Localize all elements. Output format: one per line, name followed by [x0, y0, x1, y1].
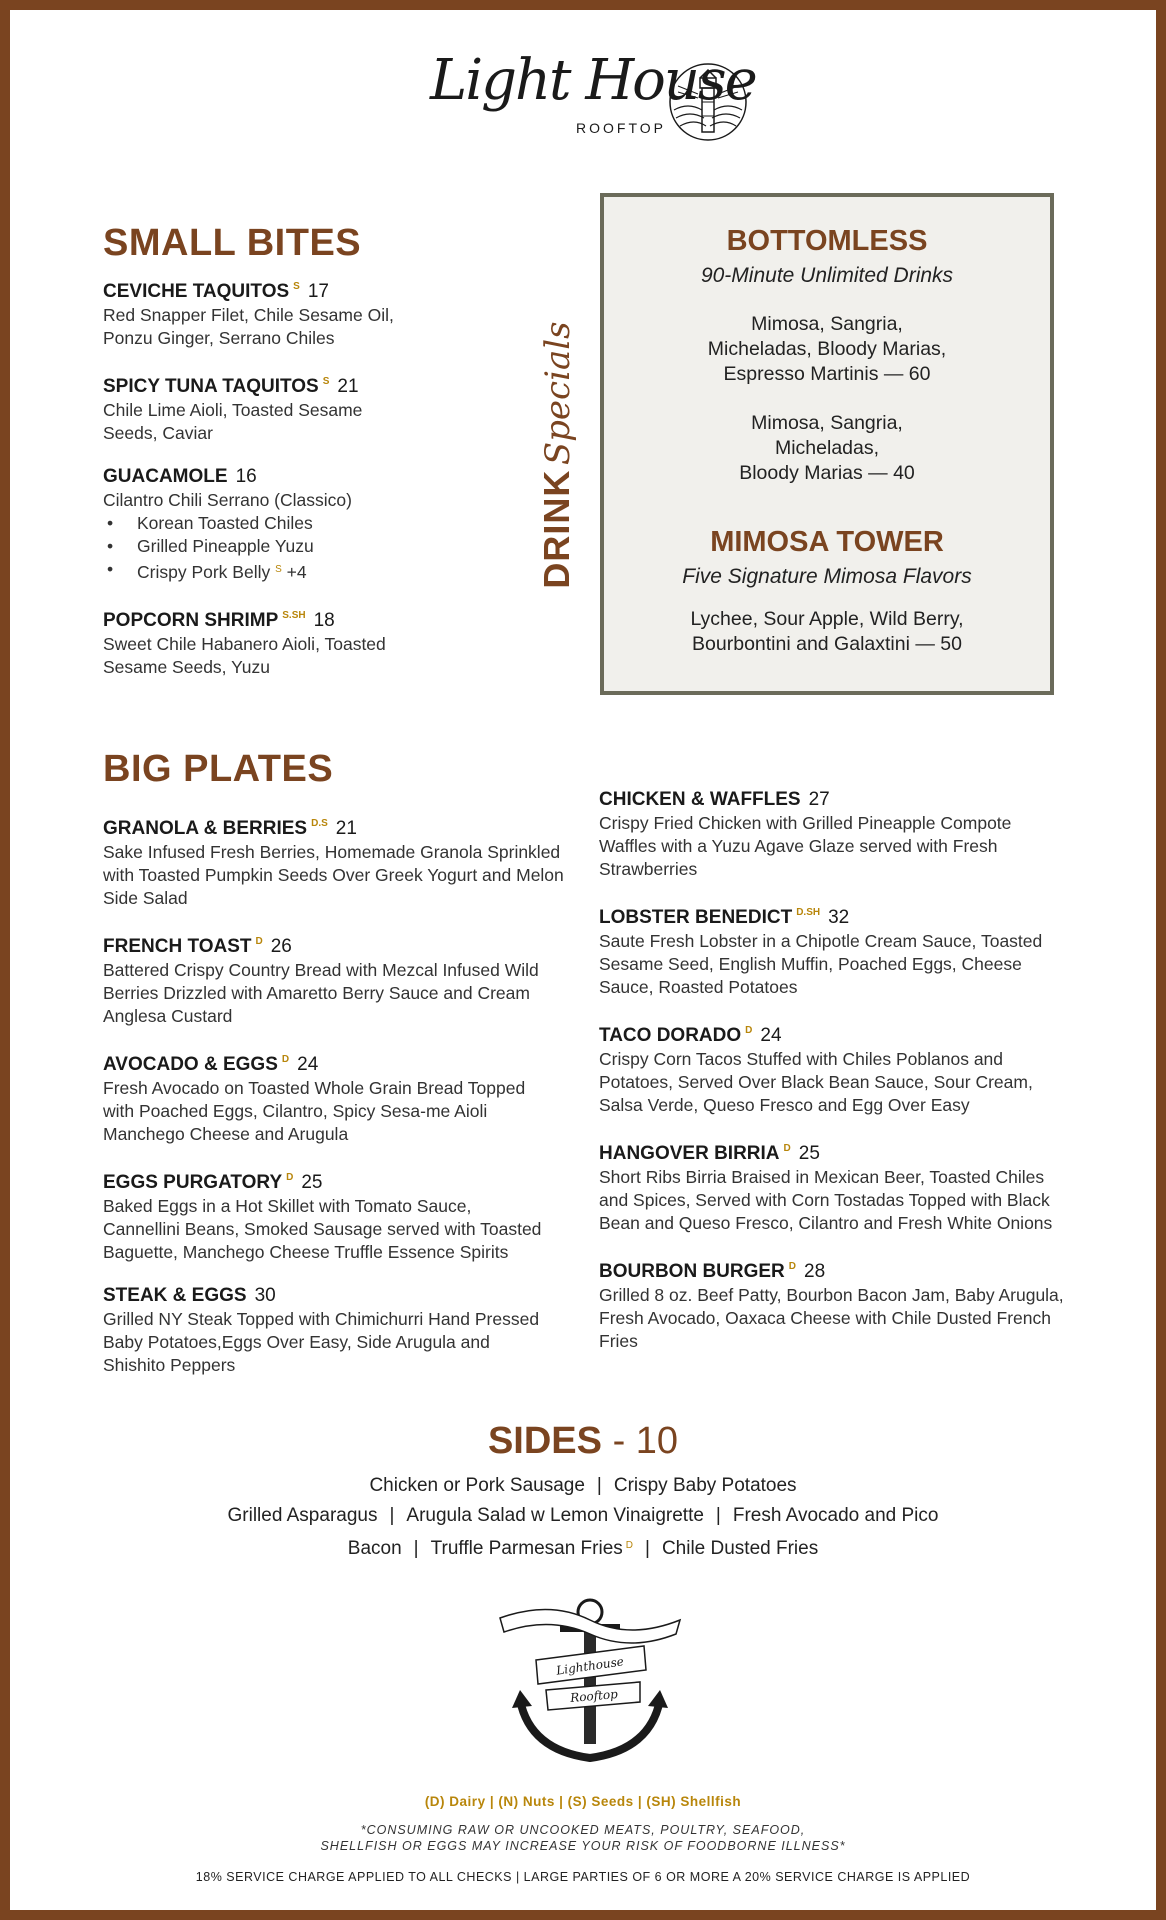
item-description: Saute Fresh Lobster in a Chipotle Cream Sauce, Toasted Sesame Seed, English Muffin, Poached Eggs, Cheese Sauce, Roasted Potatoes [599, 931, 1043, 997]
bottomless-subtitle: 90-Minute Unlimited Drinks [700, 264, 954, 287]
item-description: Sweet Chile Habanero Aioli, Toasted Sesame Seeds, Yuzu [103, 634, 386, 677]
item-price: 25 [301, 1172, 323, 1193]
menu-item [103, 465, 543, 584]
item-name: LOBSTER BENEDICT [599, 907, 793, 928]
allergen-tag: D.SH [796, 907, 821, 918]
mimosa-tower-subtitle: Five Signature Mimosa Flavors [682, 565, 972, 588]
item-price: 17 [307, 281, 329, 302]
drink-label: DRINK [536, 469, 577, 589]
box-line: Lychee, Sour Apple, Wild Berry, [690, 608, 964, 630]
item-price: 28 [804, 1261, 826, 1282]
separator: | [413, 1538, 419, 1559]
allergen-tag: D.S [311, 818, 328, 829]
item-name: AVOCADO & EGGS [103, 1054, 278, 1075]
box-line: Mimosa, Sangria, [751, 313, 903, 335]
bottomless-title: BOTTOMLESS [726, 225, 928, 257]
item-price: 26 [270, 936, 292, 957]
specials-label: Specials [538, 321, 578, 466]
box-line: Mimosa, Sangria, [751, 412, 903, 434]
item-description: Battered Crispy Country Bread with Mezcal Infused Wild Berries Drizzled with Amaretto Berry Sauce and Cream Anglesa Custard [103, 960, 539, 1026]
menu-item [103, 812, 583, 910]
separator: | [645, 1538, 650, 1559]
menu-item [103, 275, 543, 350]
small-bites-section [103, 222, 543, 699]
sides-row [10, 1471, 1156, 1501]
anchor-icon [490, 1590, 690, 1770]
item-name: GRANOLA & BERRIES [103, 818, 308, 839]
item-name: EGGS PURGATORY [103, 1172, 283, 1193]
box-line: Micheladas, Bloody Marias, [707, 338, 947, 360]
allergen-tag: D [281, 1054, 290, 1065]
item-description: Crispy Fried Chicken with Grilled Pineapple Compote Waffles with a Yuzu Agave Glaze served with Fresh Strawberries [599, 813, 1012, 879]
item-description: Baked Eggs in a Hot Skillet with Tomato Sauce, Cannellini Beans, Smoked Sausage served with Toasted Baguette, Manchego Cheese Truffle Essence Spirits [103, 1196, 542, 1262]
item-price: 24 [760, 1025, 782, 1046]
item-price: 21 [337, 376, 359, 397]
allergen-tag: D [745, 1025, 753, 1036]
menu-item [103, 370, 543, 445]
menu-item [103, 604, 543, 679]
menu-item [103, 1284, 583, 1377]
menu-item [103, 930, 583, 1028]
bottomless-option-2 [604, 411, 1050, 486]
box-line: Espresso Martinis — 60 [723, 363, 931, 385]
item-description: Crispy Corn Tacos Stuffed with Chiles Poblanos and Potatoes, Served Over Black Bean Sauce, Sour Cream, Salsa Verde, Queso Fresco and Egg Over Easy [599, 1049, 1033, 1115]
bottomless-box [600, 193, 1054, 695]
menu-item [599, 1019, 1069, 1117]
option-list [103, 512, 543, 584]
sides-price: - 10 [612, 1420, 679, 1462]
item-description: Fresh Avocado on Toasted Whole Grain Bread Topped with Poached Eggs, Cilantro, Spicy Sesa-me Aioli Manchego Cheese and Arugula [103, 1078, 526, 1144]
box-line: Bourbontini and Galaxtini — 50 [692, 633, 962, 655]
big-plates-left-column [103, 812, 583, 1397]
item-price: 18 [313, 610, 335, 631]
small-bites-title: SMALL BITES [103, 222, 362, 264]
allergen-tag: D [286, 1172, 294, 1183]
item-price: 21 [335, 818, 357, 839]
menu-item [599, 901, 1069, 999]
side-item: Crispy Baby Potatoes [613, 1475, 797, 1496]
mimosa-tower-title: MIMOSA TOWER [710, 526, 944, 558]
allergen-tag: D [625, 1540, 633, 1551]
item-name: STEAK & EGGS [103, 1285, 247, 1306]
item-price: 24 [297, 1054, 319, 1075]
item-name: CEVICHE TAQUITOS [103, 281, 290, 302]
item-description: Sake Infused Fresh Berries, Homemade Granola Sprinkled with Toasted Pumpkin Seeds Over Greek Yogurt and Melon Side Salad [103, 842, 564, 908]
item-price: 27 [808, 789, 830, 810]
logo [430, 48, 756, 158]
allergen-tag: S [293, 281, 300, 292]
anchor-banner-1: Lighthouse [555, 1654, 625, 1678]
sides-label: SIDES [487, 1420, 602, 1462]
separator: | [715, 1505, 721, 1526]
allergen-tag: D [788, 1261, 797, 1272]
sides-row [10, 1501, 1156, 1531]
side-item: Bacon [347, 1538, 402, 1559]
side-item: Grilled Asparagus [227, 1505, 378, 1526]
bottomless-option-1 [604, 312, 1050, 387]
side-item: Fresh Avocado and Pico [732, 1505, 939, 1526]
item-name: BOURBON BURGER [599, 1261, 785, 1282]
item-price: 30 [254, 1285, 276, 1306]
service-charge-note: 18% SERVICE CHARGE APPLIED TO ALL CHECKS | LARGE PARTIES OF 6 OR MORE A 20% SERVICE CHARGE IS APPLIED [195, 1870, 971, 1884]
item-description-text: Cilantro Chili Serrano (Classico) [103, 490, 352, 510]
item-description: Chile Lime Aioli, Toasted Sesame Seeds, Caviar [103, 400, 363, 443]
allergen-tag: S [322, 376, 330, 387]
sides-section [10, 1420, 1156, 1564]
item-name: FRENCH TOAST [103, 936, 252, 957]
option-item: • Korean Toasted Chiles [103, 512, 543, 535]
allergen-tag: D [255, 936, 263, 947]
item-name: TACO DORADO [599, 1025, 742, 1046]
warning-line: *CONSUMING RAW OR UNCOOKED MEATS, POULTRY, SEAFOOD, [360, 1823, 806, 1837]
lighthouse-icon [668, 62, 748, 142]
item-description [103, 489, 543, 584]
item-price: 25 [798, 1143, 820, 1164]
menu-item [599, 1255, 1069, 1353]
item-description: Short Ribs Birria Braised in Mexican Beer, Toasted Chiles and Spices, Served with Corn Tostadas Topped with Black Bean and Queso Fresco, Cilantro and Fresh White Onions [599, 1167, 1053, 1233]
big-plates-right-column [599, 788, 1069, 1373]
item-description: Grilled 8 oz. Beef Patty, Bourbon Bacon Jam, Baby Arugula, Fresh Avocado, Oaxaca Cheese with Chile Dusted French Fries [599, 1285, 1064, 1351]
food-warning [10, 1822, 1156, 1854]
item-name: CHICKEN & WAFFLES [599, 789, 801, 810]
side-item: Chicken or Pork Sausage [369, 1475, 585, 1496]
item-name: SPICY TUNA TAQUITOS [103, 376, 319, 397]
option-price: +4 [286, 562, 307, 582]
allergen-tag: D [783, 1143, 791, 1154]
allergen-legend: (D) Dairy | (N) Nuts | (S) Seeds | (SH) Shellfish [424, 1794, 742, 1809]
menu-item [599, 1137, 1069, 1235]
item-description: Grilled NY Steak Topped with Chimichurri Hand Pressed Baby Potatoes,Eggs Over Easy, Side Arugula and Shishito Peppers [103, 1309, 540, 1375]
item-description: Red Snapper Filet, Chile Sesame Oil, Ponzu Ginger, Serrano Chiles [103, 305, 394, 348]
sides-row [10, 1531, 1156, 1564]
allergen-tag: S [275, 564, 282, 575]
option-label: Crispy Pork Belly [137, 562, 271, 582]
item-price: 32 [828, 907, 850, 928]
allergen-tag: S.SH [282, 610, 306, 621]
box-line: Micheladas, [774, 437, 880, 459]
logo-script: Light House [430, 48, 756, 113]
item-name: HANGOVER BIRRIA [599, 1143, 780, 1164]
separator: | [596, 1475, 602, 1496]
item-price: 16 [235, 466, 257, 487]
mimosa-tower-flavors [604, 607, 1050, 657]
sides-title [10, 1420, 1156, 1463]
option-item: • Grilled Pineapple Yuzu [103, 535, 543, 558]
anchor-banner-2: Rooftop [569, 1686, 619, 1706]
option-item [103, 558, 543, 584]
side-item: Arugula Salad w Lemon Vinaigrette [406, 1505, 704, 1526]
separator: | [389, 1505, 395, 1526]
menu-item [103, 1048, 583, 1146]
logo-subtitle: ROOFTOP [576, 120, 666, 136]
menu-item [103, 1166, 583, 1264]
big-plates-title: BIG PLATES [103, 748, 334, 790]
warning-line: SHELLFISH OR EGGS MAY INCREASE YOUR RISK OF FOODBORNE ILLNESS* [320, 1839, 846, 1853]
item-name: GUACAMOLE [103, 466, 228, 487]
side-item: Truffle Parmesan Fries [430, 1538, 623, 1559]
box-line: Bloody Marias — 40 [739, 462, 915, 484]
side-item: Chile Dusted Fries [661, 1538, 819, 1559]
item-name: POPCORN SHRIMP [103, 610, 279, 631]
menu-item [599, 788, 1069, 881]
drink-specials-label [536, 310, 586, 600]
